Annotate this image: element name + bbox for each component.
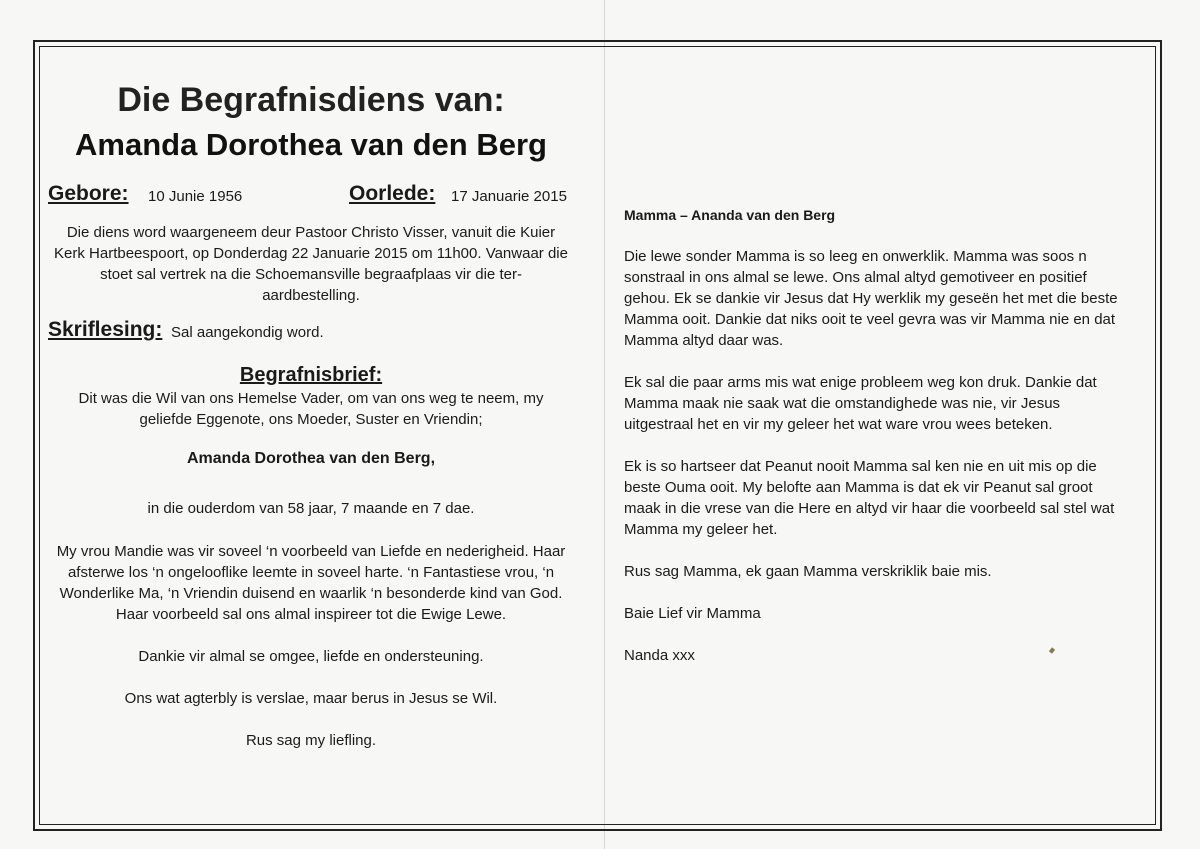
- paragraph-1: Die lewe sonder Mamma is so leeg en onwerklik. Mamma was soos n sonstraal in ons almal se lewe. Ons almal altyd gemotiveer en positief gehou. Ek se dankie vir Jesus dat Hy werklik my geseën het met die beste Mamma ooit. Dankie dat niks ooit te veel gevra was vir Mamma nie en dat Mamma altyd daar was.: [624, 248, 1118, 349]
- born-date: 10 Junie 1956: [148, 188, 243, 205]
- rest-line: Rus sag my liefling.: [245, 732, 377, 749]
- right-panel: [624, 205, 1124, 666]
- deceased-name: Amanda Dorothea van den Berg: [75, 127, 547, 162]
- service-details: Die diens word waargeneem deur Pastoor Christo Visser, vanuit die Kuier Kerk Hartbeespoort, op Donderdag 22 Januarie 2015 om 11h00. Vanwaar die stoet sal vertrek na die Schoemansville begraafplaas vir die ter-aardbestelling.: [54, 224, 568, 304]
- paragraph-2: Ek sal die paar arms mis wat enige probleem weg kon druk. Dankie dat Mamma maak nie saak wat die omstandighede was nie, vir Jesus uitgestraal het en vir my geleer het wat ware vrou wees beteken.: [624, 374, 1097, 433]
- died-label: Oorlede:: [349, 182, 436, 205]
- signature: Nanda xxx: [624, 647, 695, 664]
- left-panel: [46, 78, 576, 751]
- reading-label: Skriflesing:: [48, 318, 163, 341]
- died-date: 17 Januarie 2015: [451, 188, 567, 205]
- page-title: Die Begrafnisdiens van:: [117, 81, 505, 119]
- grief-line: Ons wat agterbly is verslae, maar berus in Jesus se Wil.: [124, 690, 498, 707]
- letter-intro: Dit was die Wil van ons Hemelse Vader, om van ons weg te neem, my geliefde Eggenote, ons Moeder, Suster en Vriendin;: [78, 390, 544, 428]
- letter-heading: Mamma – Ananda van den Berg: [624, 207, 836, 223]
- dates-row: [46, 182, 576, 212]
- reading-value: Sal aangekondig word.: [171, 324, 324, 341]
- reading-row: [46, 318, 576, 348]
- paragraph-4: Rus sag Mamma, ek gaan Mamma verskriklik baie mis.: [624, 563, 992, 580]
- tribute-text: My vrou Mandie was vir soveel ‘n voorbeeld van Liefde en nederigheid. Haar afsterwe los ‘n ongelooflike leemte in soveel harte. ‘n Fantastiese vrou, ‘n Wonderlike Ma, ‘n Vriendin duisend en waarlik ‘n besonderde kind van God. Haar voorbeeld sal ons almal inspireer tot die Ewige Lewe.: [56, 543, 566, 623]
- letter-name: Amanda Dorothea van den Berg,: [186, 450, 436, 467]
- thanks-line: Dankie vir almal se omgee, liefde en ondersteuning.: [138, 648, 484, 665]
- born-label: Gebore:: [48, 182, 129, 205]
- paragraph-5: Baie Lief vir Mamma: [624, 605, 761, 622]
- age-line: in die ouderdom van 58 jaar, 7 maande en 7 dae.: [147, 500, 475, 517]
- letter-title: Begrafnisbrief:: [239, 364, 383, 386]
- paragraph-3: Ek is so hartseer dat Peanut nooit Mamma sal ken nie en uit mis op die beste Ouma ooit. My belofte aan Mamma is dat ek vir Peanut sal groot maak in die vrese van die Here en altyd vir haar die voorbeeld sal stel wat Mamma my geleer het.: [624, 458, 1115, 538]
